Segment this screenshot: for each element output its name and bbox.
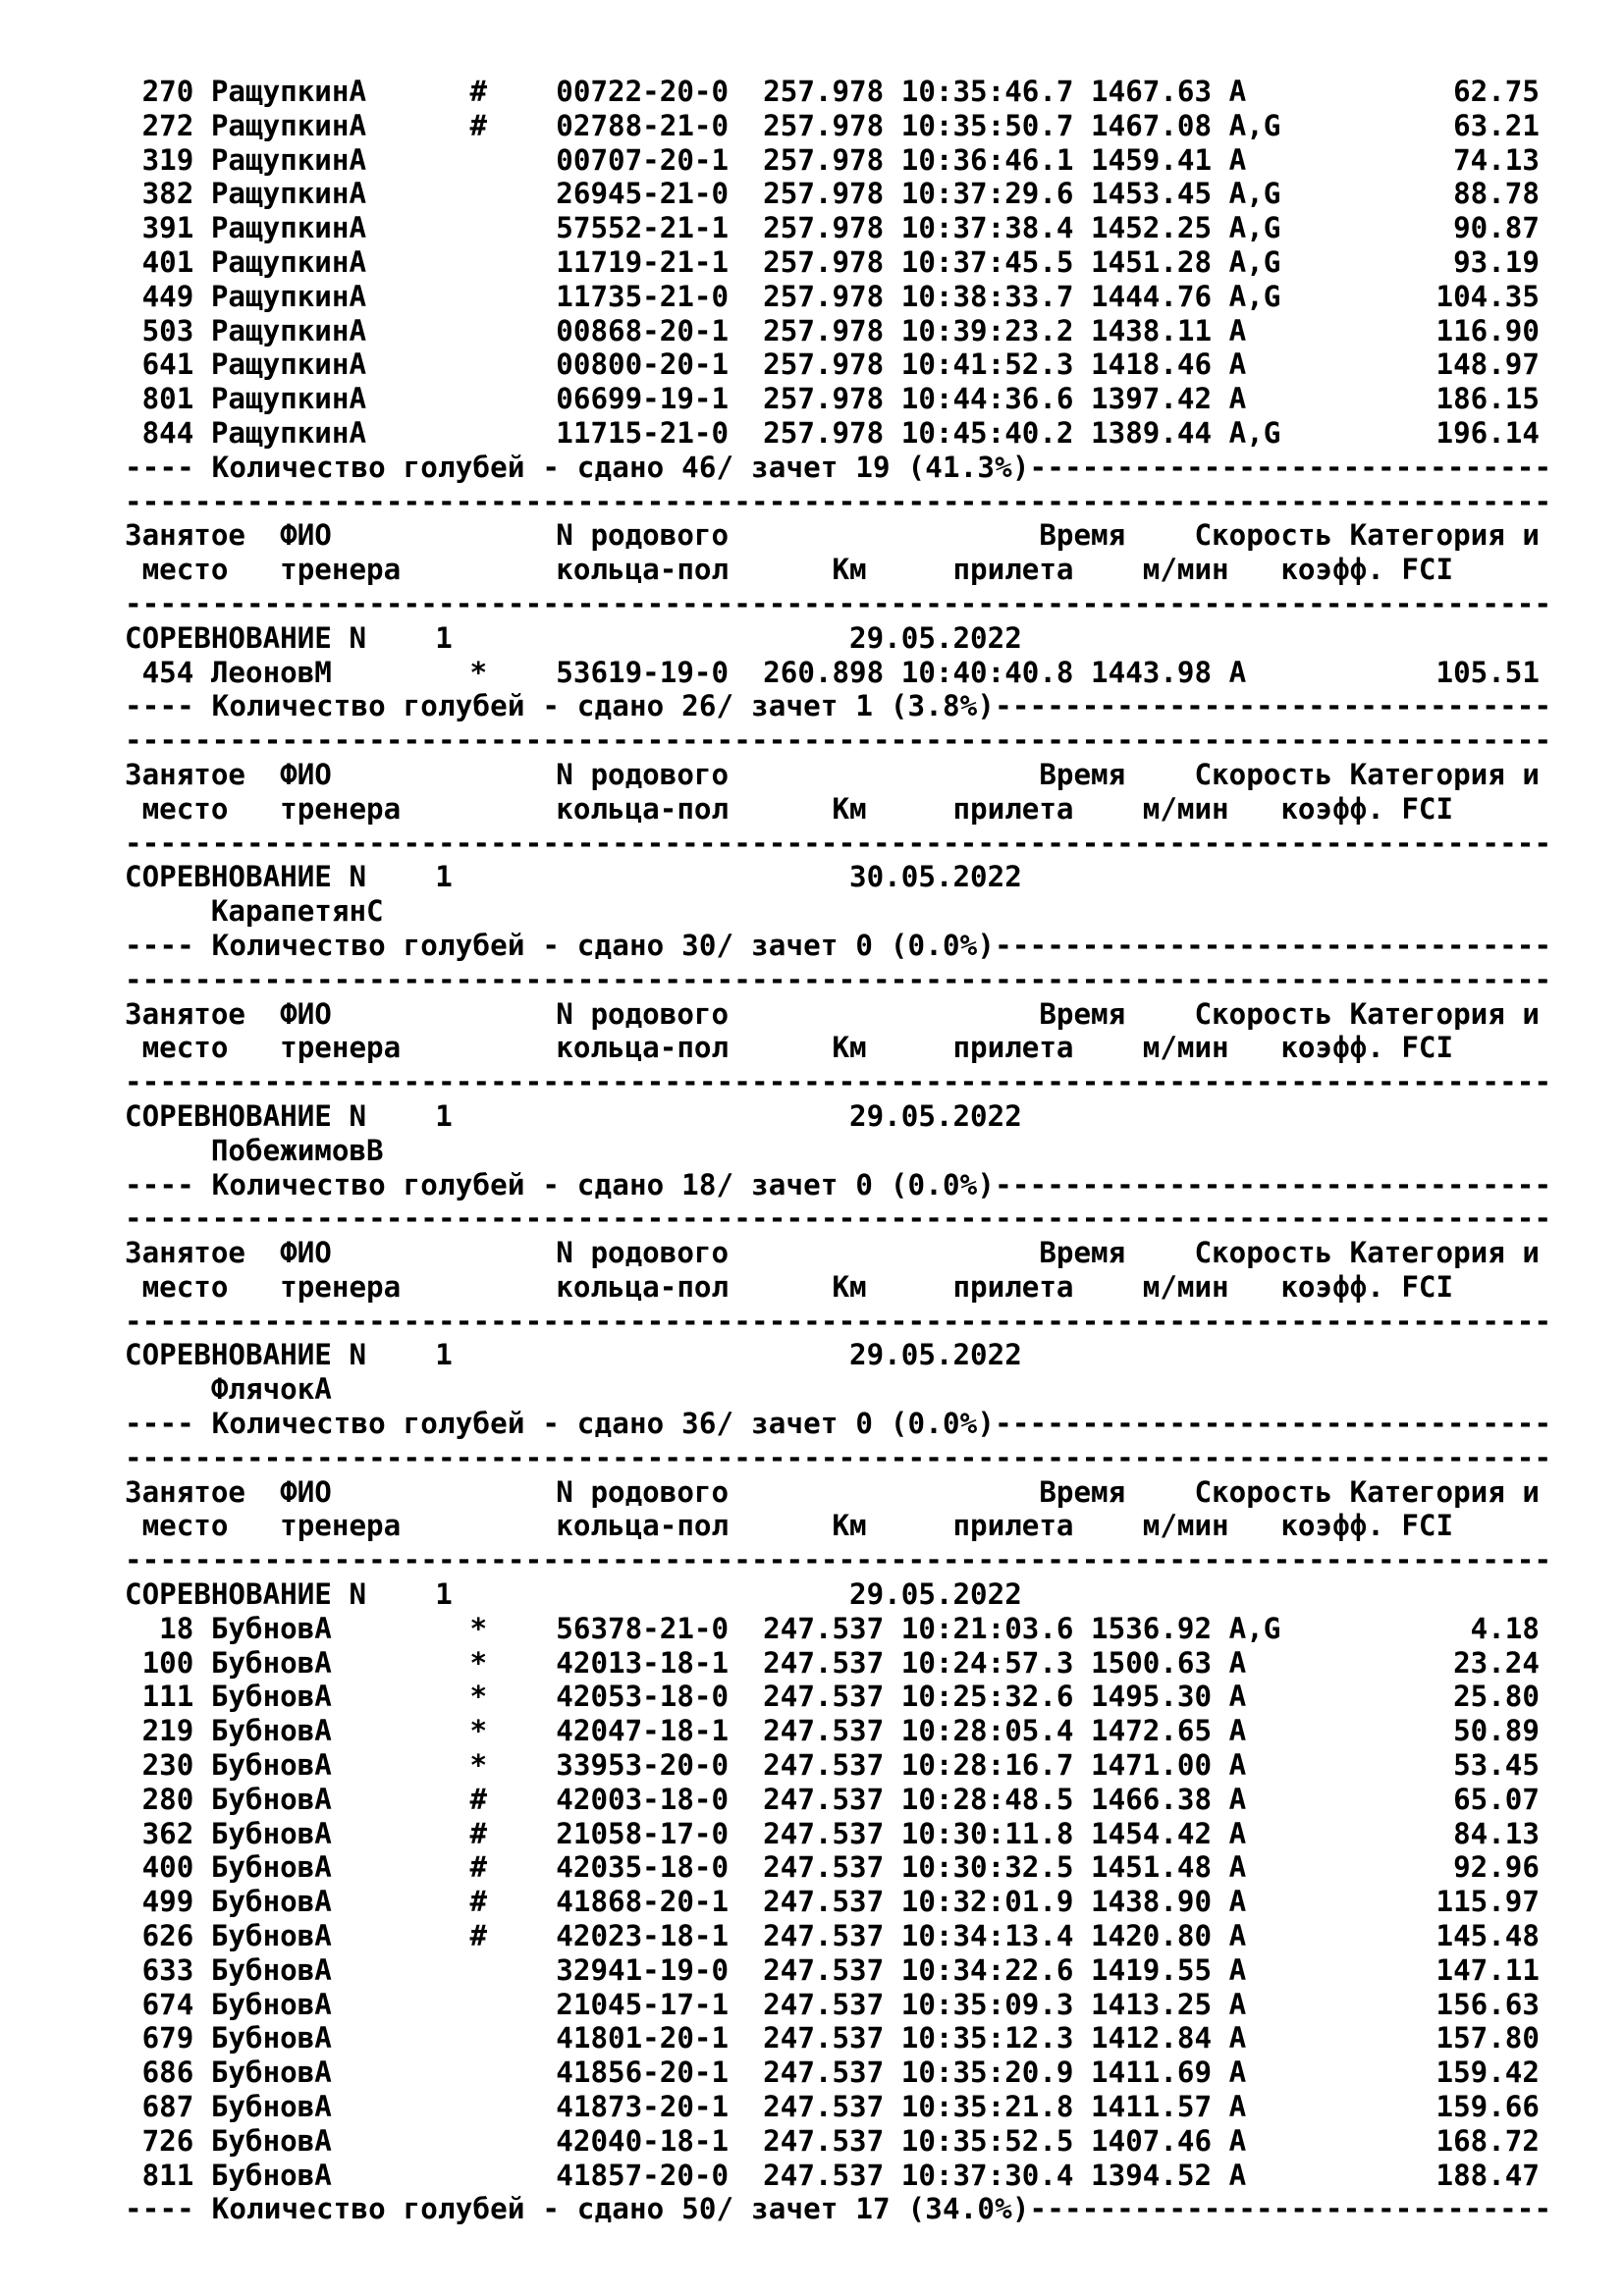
result-row: 454 ЛеоновМ * 53619-19-0 260.898 10:40:40.8 1443.98 A 105.51 [125,655,1540,689]
result-row: 686 БубновА 41856-20-1 247.537 10:35:20.9 1411.69 A 159.42 [125,2056,1540,2090]
result-row: 219 БубновА * 42047-18-1 247.537 10:28:05.4 1472.65 A 50.89 [125,1714,1540,1748]
separator: ---------------------------------------------------------------------------------- [125,1065,1552,1099]
summary-line: ---- Количество голубей - сдано 46/ зачет 19 (41.3%)------------------------------ [125,450,1552,484]
summary-line: ---- Количество голубей - сдано 50/ зачет 17 (34.0%)------------------------------ [125,2192,1552,2226]
fancier-name: КарапетянС [125,894,384,929]
result-row: 679 БубновА 41801-20-1 247.537 10:35:12.3 1412.84 A 157.80 [125,2021,1540,2056]
separator: ---------------------------------------------------------------------------------- [125,586,1552,620]
competition-heading: СОРЕВНОВАНИЕ N 1 29.05.2022 [125,1098,1022,1133]
result-row: 674 БубновА 21045-17-1 247.537 10:35:09.3 1413.25 A 156.63 [125,1987,1540,2021]
header-row-2: место тренера кольца-пол Км прилета м/мин коэфф. FCI [125,1269,1454,1304]
separator: ---------------------------------------------------------------------------------- [125,1201,1552,1236]
result-row: 280 БубновА # 42003-18-0 247.537 10:28:48.5 1466.38 A 65.07 [125,1782,1540,1816]
header-row-1: Занятое ФИО N родового Время Скорость Категория и [125,996,1540,1031]
result-row: 811 БубновА 41857-20-0 247.537 10:37:30.4 1394.52 A 188.47 [125,2158,1540,2192]
result-row: 503 РащупкинА 00868-20-1 257.978 10:39:23.2 1438.11 A 116.90 [125,313,1540,347]
header-row-2: место тренера кольца-пол Км прилета м/мин коэфф. FCI [125,1031,1454,1065]
result-row: 687 БубновА 41873-20-1 247.537 10:35:21.8 1411.57 A 159.66 [125,2090,1540,2124]
competition-heading: СОРЕВНОВАНИЕ N 1 30.05.2022 [125,860,1022,894]
header-row-1: Занятое ФИО N родового Время Скорость Категория и [125,1474,1540,1509]
fancier-name: ФлячокА [125,1372,332,1407]
summary-line: ---- Количество голубей - сдано 26/ зачет 1 (3.8%)-------------------------------- [125,689,1552,723]
result-row: 641 РащупкинА 00800-20-1 257.978 10:41:52.3 1418.46 A 148.97 [125,347,1540,382]
result-row: 400 БубновА # 42035-18-0 247.537 10:30:32.5 1451.48 A 92.96 [125,1850,1540,1885]
result-row: 801 РащупкинА 06699-19-1 257.978 10:44:36.6 1397.42 A 186.15 [125,382,1540,416]
competition-heading: СОРЕВНОВАНИЕ N 1 29.05.2022 [125,1338,1022,1372]
separator: ---------------------------------------------------------------------------------- [125,1543,1552,1577]
result-row: 726 БубновА 42040-18-1 247.537 10:35:52.5 1407.46 A 168.72 [125,2123,1540,2158]
header-row-2: место тренера кольца-пол Км прилета м/мин коэфф. FCI [125,791,1454,826]
result-row: 362 БубновА # 21058-17-0 247.537 10:30:11.8 1454.42 A 84.13 [125,1816,1540,1850]
summary-line: ---- Количество голубей - сдано 36/ зачет 0 (0.0%)-------------------------------- [125,1407,1552,1441]
fancier-name: ПобежимовВ [125,1133,384,1167]
result-row: 382 РащупкинА 26945-21-0 257.978 10:37:29.6 1453.45 A,G 88.78 [125,177,1540,211]
separator: ---------------------------------------------------------------------------------- [125,826,1552,860]
result-row: 230 БубновА * 33953-20-0 247.537 10:28:16.7 1471.00 A 53.45 [125,1748,1540,1783]
result-row: 499 БубновА # 41868-20-1 247.537 10:32:01.9 1438.90 A 115.97 [125,1885,1540,1919]
summary-line: ---- Количество голубей - сдано 18/ зачет 0 (0.0%)-------------------------------- [125,1167,1552,1201]
result-row: 633 БубновА 32941-19-0 247.537 10:34:22.6 1419.55 A 147.11 [125,1952,1540,1987]
header-row-1: Занятое ФИО N родового Время Скорость Категория и [125,518,1540,553]
summary-line: ---- Количество голубей - сдано 30/ зачет 0 (0.0%)-------------------------------- [125,928,1552,962]
result-row: 270 РащупкинА # 00722-20-0 257.978 10:35:46.7 1467.63 A 62.75 [125,75,1540,108]
result-row: 626 БубновА # 42023-18-1 247.537 10:34:13.4 1420.80 A 145.48 [125,1919,1540,1953]
competition-heading: СОРЕВНОВАНИЕ N 1 29.05.2022 [125,1577,1022,1612]
result-row: 449 РащупкинА 11735-21-0 257.978 10:38:33.7 1444.76 A,G 104.35 [125,279,1540,313]
separator: ---------------------------------------------------------------------------------- [125,1440,1552,1474]
result-row: 111 БубновА * 42053-18-0 247.537 10:25:32.6 1495.30 A 25.80 [125,1680,1540,1714]
separator: ---------------------------------------------------------------------------------- [125,1304,1552,1338]
header-row-2: место тренера кольца-пол Км прилета м/мин коэфф. FCI [125,553,1454,587]
result-row: 100 БубновА * 42013-18-1 247.537 10:24:57.3 1500.63 A 23.24 [125,1645,1540,1680]
result-row: 272 РащупкинА # 02788-21-0 257.978 10:35:50.7 1467.08 A,G 63.21 [125,108,1540,142]
competition-heading: СОРЕВНОВАНИЕ N 1 29.05.2022 [125,620,1022,655]
header-row-1: Занятое ФИО N родового Время Скорость Категория и [125,1236,1540,1270]
separator: ---------------------------------------------------------------------------------- [125,484,1552,518]
separator: ---------------------------------------------------------------------------------- [125,723,1552,758]
result-row: 844 РащупкинА 11715-21-0 257.978 10:45:40.2 1389.44 A,G 196.14 [125,415,1540,450]
separator: ---------------------------------------------------------------------------------- [125,962,1552,996]
result-row: 391 РащупкинА 57552-21-1 257.978 10:37:38.4 1452.25 A,G 90.87 [125,211,1540,245]
header-row-2: место тренера кольца-пол Км прилета м/мин коэфф. FCI [125,1509,1454,1543]
header-row-1: Занятое ФИО N родового Время Скорость Категория и [125,757,1540,791]
result-row: 401 РащупкинА 11719-21-1 257.978 10:37:45.5 1451.28 A,G 93.19 [125,244,1540,279]
result-row: 18 БубновА * 56378-21-0 247.537 10:21:03.6 1536.92 A,G 4.18 [125,1611,1540,1645]
result-row: 319 РащупкинА 00707-20-1 257.978 10:36:46.1 1459.41 A 74.13 [125,142,1540,177]
